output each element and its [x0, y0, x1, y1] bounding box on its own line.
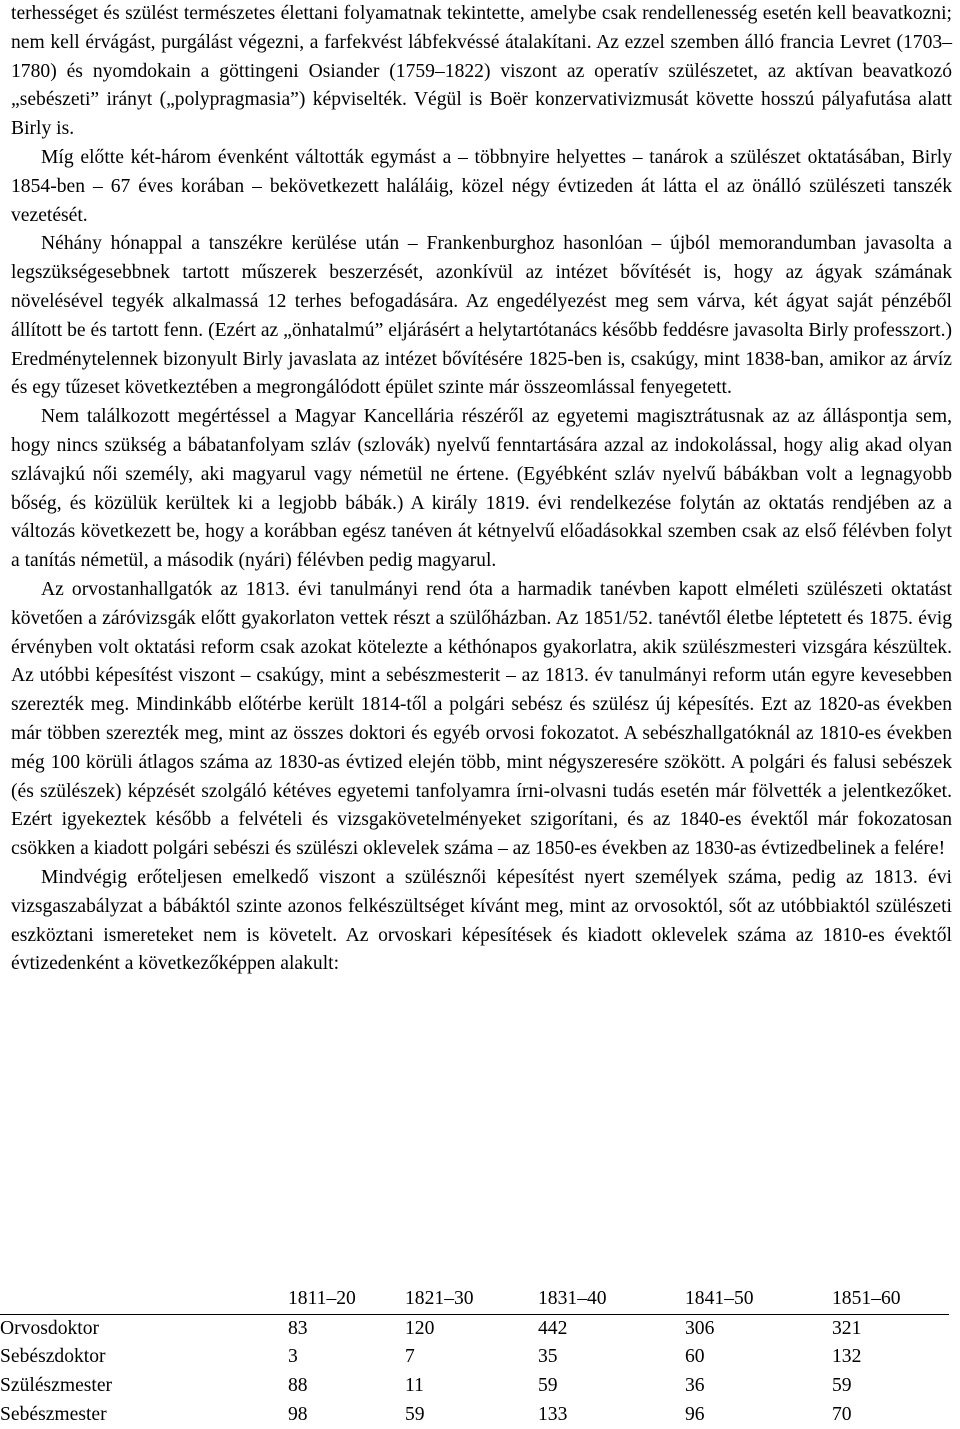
paragraph-6: Mindvégig erőteljesen emelkedő viszont a szülésznői képesítést nyert személyek száma, pedig az 1813. évi vizsgaszabályzat a bábáktól szinte azonos felkészültséget kívánt meg, mint az orvosoktól, sőt az utóbbiaktól szülészeti eszköztani ismereteket nem is követelt. Az orvoskari képesítések és kiadott oklevelek száma az 1810-es évektől évtizedenként a következőképpen alakult:	[11, 866, 952, 975]
paragraph-1: terhességet és szülést természetes élettani folyamatnak tekintette, amelybe csak rendellenesség esetén kell beavatkozni; nem kell érvágást, purgálást végezni, a farfekvést lábfekvéssé átalakítani. Az ezzel szemben álló francia Levret (1703–1780) és nyomdokain a göttingeni Osiander (1759–1822) viszont az operatív szülészetet, az aktívan beavatkozó „sebészeti” irányt („polypragmasia”) képviselték. Végül is Boër konzervativizmusát követte hosszú pályafutása alatt Birly is.	[11, 3, 952, 140]
table-cell: 132	[832, 1346, 862, 1368]
document-page	[11, 0, 952, 979]
table-header-cell: 1851–60	[832, 1285, 949, 1314]
table-cell: 98	[288, 1403, 308, 1425]
table-cell: 120	[405, 1317, 435, 1339]
paragraph-3: Néhány hónappal a tanszékre kerülése után – Frankenburghoz hasonlóan – újból memorandumban javasolta a legszükségesebbnek tartott műszerek beszerzését, azonkívül az intézet bővítését is, hogy az ágyak számának növelésével tegyék alkalmassá 12 terhes befogadására. Az engedélyezést meg sem várva, két ágyat saját pénzéből állított be és tartott fenn. (Ezért az „önhatalmú” eljárásért a helytartótanács később feddésre javasolta Birly professzort.) Eredménytelennek bizonyult Birly javaslata az intézet bővítésére 1825-ben is, csakúgy, mint 1838-ban, amikor az árvíz és egy tűzeset következtében a megrongálódott épület szinte már összeomlással fenyegetett.	[11, 233, 952, 399]
row-label: Sebészdoktor	[0, 1346, 106, 1368]
row-label: Sebészmester	[0, 1403, 107, 1425]
table-header-cell: 1841–50	[685, 1285, 832, 1314]
degrees-table	[0, 1285, 949, 1429]
table-cell: 306	[685, 1317, 715, 1339]
table-cell: 11	[405, 1375, 424, 1397]
row-label: Orvosdoktor	[0, 1317, 100, 1339]
paragraph-2: Míg előtte két-három évenként váltották egymást a – többnyire helyettes – tanárok a szülészet oktatásában, Birly 1854-ben – 67 éves korában – bekövetkezett haláláig, közel négy évtizeden át látta el az önálló szülészeti tanszék vezetését.	[11, 146, 952, 226]
table-row	[0, 1343, 949, 1372]
table-cell: 59	[832, 1375, 852, 1397]
table-cell: 133	[538, 1403, 568, 1425]
table-cell: 59	[405, 1403, 425, 1425]
table-row	[0, 1372, 949, 1401]
paragraph-5: Az orvostanhallgatók az 1813. évi tanulmányi rend óta a harmadik tanévben kapott elméleti szülészeti oktatást követően a záróvizsgák előtt gyakorlaton vettek részt a szülőházban. Az 1851/52. tanévtől életbe léptetett és 1875. évig érvényben volt oktatási reform csak azokat kötelezte a kéthónapos gyakorlatra, akik szülészmesteri vizsgára készültek. Az utóbbi képesítést viszont – csakúgy, mint a sebészmesterit – az 1813. év tanulmányi reform után egyre kevesebben szerezték meg. Mindinkább előtérbe került 1814-től a polgári sebész és szülész új képesítés. Ezt az 1820-as években már többen szerezték meg, mint az összes doktori és egyéb orvosi fokozatot. A sebészhallgatóknál az 1810-es években még 100 körüli átlagos száma az 1830-as évtized elején több, mint négyszeresére szökött. A polgári és falusi sebészek (és szülészek) képzését szolgáló kétéves egyetemi tanfolyamra írni-olvasni tudás esetén már fölvették a jelentkezőket. Ezért igyekeztek később a felvételi és vizsgakövetelményeket szigorítani, és az 1840-es évektől már fokozatosan csökken a kiadott polgári sebészi és szülészi oklevelek száma – az 1850-es években az 1830-as évtizedbelinek a felére!	[11, 578, 952, 860]
table-cell: 60	[685, 1346, 705, 1368]
table-cell: 36	[685, 1375, 705, 1397]
table-header-row	[0, 1285, 949, 1314]
table-header-cell: 1811–20	[288, 1285, 405, 1314]
table-cell: 59	[538, 1375, 558, 1397]
table-header-empty	[0, 1285, 288, 1314]
table-cell: 96	[685, 1403, 705, 1425]
row-label: Szülészmester	[0, 1375, 113, 1397]
table-cell: 88	[288, 1375, 308, 1397]
table-cell: 83	[288, 1317, 308, 1339]
paragraph-4: Nem találkozott megértéssel a Magyar Kancellária részéről az egyetemi magisztrátusnak az az álláspontja sem, hogy nincs szükség a bábatanfolyam szláv (szlovák) nyelvű fenntartására azzal az indokolással, hogy alig akad olyan szlávajkú női személy, aki magyarul vagy németül ne értene. (Egyébként szláv nyelvű bábákban volt a legnagyobb bőség, és közülük kerültek ki a legjobb bábák.) A király 1819. évi rendelkezése folytán az oktatás rendjében az a változás következett be, hogy a korábban egész tanéven át kétnyelvű előadásokkal szemben csak az első félévben folyt a tanítás németül, a második (nyári) félévben pedig magyarul.	[11, 406, 952, 572]
table-cell: 7	[405, 1346, 415, 1368]
table-cell: 70	[832, 1403, 852, 1425]
table-cell: 3	[288, 1346, 298, 1368]
table-row	[0, 1314, 949, 1343]
table-header-cell: 1821–30	[405, 1285, 538, 1314]
table-cell: 321	[832, 1317, 862, 1339]
table-row	[0, 1400, 949, 1429]
table-header-cell: 1831–40	[538, 1285, 685, 1314]
table-cell: 442	[538, 1317, 568, 1339]
table-cell: 35	[538, 1346, 558, 1368]
